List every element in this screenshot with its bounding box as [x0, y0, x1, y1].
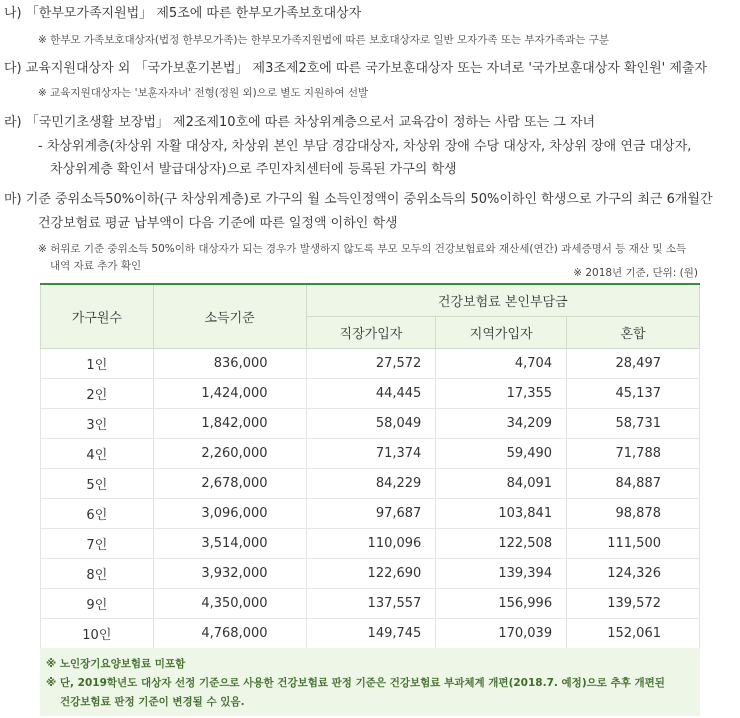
cell-income: 2,678,000 [153, 469, 306, 499]
cell-employee: 137,557 [306, 589, 436, 619]
cell-household: 5인 [41, 469, 154, 499]
cell-regional: 84,091 [436, 469, 567, 499]
cell-regional: 4,704 [436, 349, 567, 379]
cell-mixed: 98,878 [567, 499, 700, 529]
cell-regional: 122,508 [436, 529, 567, 559]
cell-income: 3,932,000 [153, 559, 306, 589]
header-employee: 직장가입자 [306, 317, 436, 349]
cell-income: 2,260,000 [153, 439, 306, 469]
cell-employee: 27,572 [306, 349, 436, 379]
table-row [41, 469, 700, 499]
note-ma-1: ※ 허위로 기준 중위소득 50%이하 대상자가 되는 경우가 발생하지 않도록 부모 모두의 건강보험료와 재산세(연간) 과세증명서 등 재산 및 소득 [38, 243, 687, 255]
table-row [41, 619, 700, 649]
header-income: 소득기준 [153, 284, 306, 349]
cell-household: 7인 [41, 529, 154, 559]
table-row [41, 379, 700, 409]
cell-regional: 59,490 [436, 439, 567, 469]
cell-income: 1,424,000 [153, 379, 306, 409]
cell-mixed: 28,497 [567, 349, 700, 379]
table-row [41, 589, 700, 619]
cell-income: 4,350,000 [153, 589, 306, 619]
cell-household: 8인 [41, 559, 154, 589]
cell-mixed: 84,887 [567, 469, 700, 499]
cell-regional: 170,039 [436, 619, 567, 649]
cell-regional: 156,996 [436, 589, 567, 619]
unit-note: ※ 2018년 기준, 단위: (원) [573, 267, 698, 279]
cell-employee: 149,745 [306, 619, 436, 649]
table-row [41, 559, 700, 589]
cell-income: 836,000 [153, 349, 306, 379]
cell-household: 6인 [41, 499, 154, 529]
item-na: 나) 「한부모가족지원법」 제5조에 따른 한부모가족보호대상자 [4, 6, 362, 21]
cell-employee: 122,690 [306, 559, 436, 589]
table-row [41, 349, 700, 379]
item-ra-detail-1: - 차상위계층(차상위 자활 대상자, 차상위 본인 부담 경감대상자, 차상위 장애 수당 대상자, 차상위 장애 연금 대상자, [38, 139, 692, 154]
footnote-3: 건강보험료 판정 기준이 변경될 수 있음. [60, 696, 245, 708]
cell-regional: 17,355 [436, 379, 567, 409]
item-ma-line-2: 건강보험료 평균 납부액이 다음 기준에 따른 일정액 이하인 학생 [38, 216, 398, 231]
cell-regional: 139,394 [436, 559, 567, 589]
header-regional: 지역가입자 [436, 317, 567, 349]
cell-employee: 97,687 [306, 499, 436, 529]
cell-household: 1인 [41, 349, 154, 379]
cell-employee: 71,374 [306, 439, 436, 469]
note-ma-2: 내역 자료 추가 확인 [50, 260, 142, 272]
note-da: ※ 교육지원대상자는 '보훈자자녀' 전형(정원 외)으로 별도 지원하여 선발 [38, 87, 369, 99]
cell-household: 2인 [41, 379, 154, 409]
footnote-box [40, 648, 700, 716]
cell-income: 1,842,000 [153, 409, 306, 439]
table-row [41, 499, 700, 529]
cell-regional: 34,209 [436, 409, 567, 439]
item-ma-line-1: 마) 기준 중위소득50%이하(구 차상위계층)로 가구의 월 소득인정액이 중위소득의 50%이하인 학생으로 가구의 최근 6개월간 [4, 192, 713, 207]
note-na: ※ 한부모 가족보호대상자(법정 한부모가족)는 한부모가족지원법에 따른 보호대상자로 일반 모자가족 또는 부자가족과는 구분 [38, 34, 609, 46]
header-mixed: 혼합 [567, 317, 700, 349]
footnote-1: ※ 노인장기요양보험료 미포함 [46, 658, 186, 670]
cell-income: 4,768,000 [153, 619, 306, 649]
cell-regional: 103,841 [436, 499, 567, 529]
cell-mixed: 71,788 [567, 439, 700, 469]
cell-household: 4인 [41, 439, 154, 469]
footnote-2: ※ 단, 2019학년도 대상자 선정 기준으로 사용한 건강보험료 판정 기준은 건강보험료 부과체계 개편(2018.7. 예정)으로 추후 개편된 [46, 677, 665, 689]
cell-mixed: 139,572 [567, 589, 700, 619]
cell-income: 3,514,000 [153, 529, 306, 559]
cell-mixed: 111,500 [567, 529, 700, 559]
cell-employee: 44,445 [306, 379, 436, 409]
cell-employee: 84,229 [306, 469, 436, 499]
header-premium: 건강보험료 본인부담금 [306, 284, 699, 317]
cell-mixed: 124,326 [567, 559, 700, 589]
table-row [41, 529, 700, 559]
table-row [41, 409, 700, 439]
cell-household: 10인 [41, 619, 154, 649]
table-row [41, 439, 700, 469]
cell-employee: 58,049 [306, 409, 436, 439]
premium-table [40, 283, 700, 649]
cell-household: 9인 [41, 589, 154, 619]
item-da: 다) 교육지원대상자 외 「국가보훈기본법」 제3조제2호에 따른 국가보훈대상자 또는 자녀로 '국가보훈대상자 확인원' 제출자 [4, 61, 708, 76]
cell-income: 3,096,000 [153, 499, 306, 529]
table-body [41, 349, 700, 649]
cell-employee: 110,096 [306, 529, 436, 559]
cell-mixed: 152,061 [567, 619, 700, 649]
cell-mixed: 58,731 [567, 409, 700, 439]
cell-mixed: 45,137 [567, 379, 700, 409]
item-ra-detail-2: 차상위계층 확인서 발급대상자)으로 주민자치센터에 등록된 가구의 학생 [50, 162, 457, 177]
item-ra: 라) 「국민기초생활 보장법」 제2조제10호에 따른 차상위계층으로서 교육감이 정하는 사람 또는 그 자녀 [4, 115, 596, 130]
cell-household: 3인 [41, 409, 154, 439]
header-household: 가구원수 [41, 284, 154, 349]
